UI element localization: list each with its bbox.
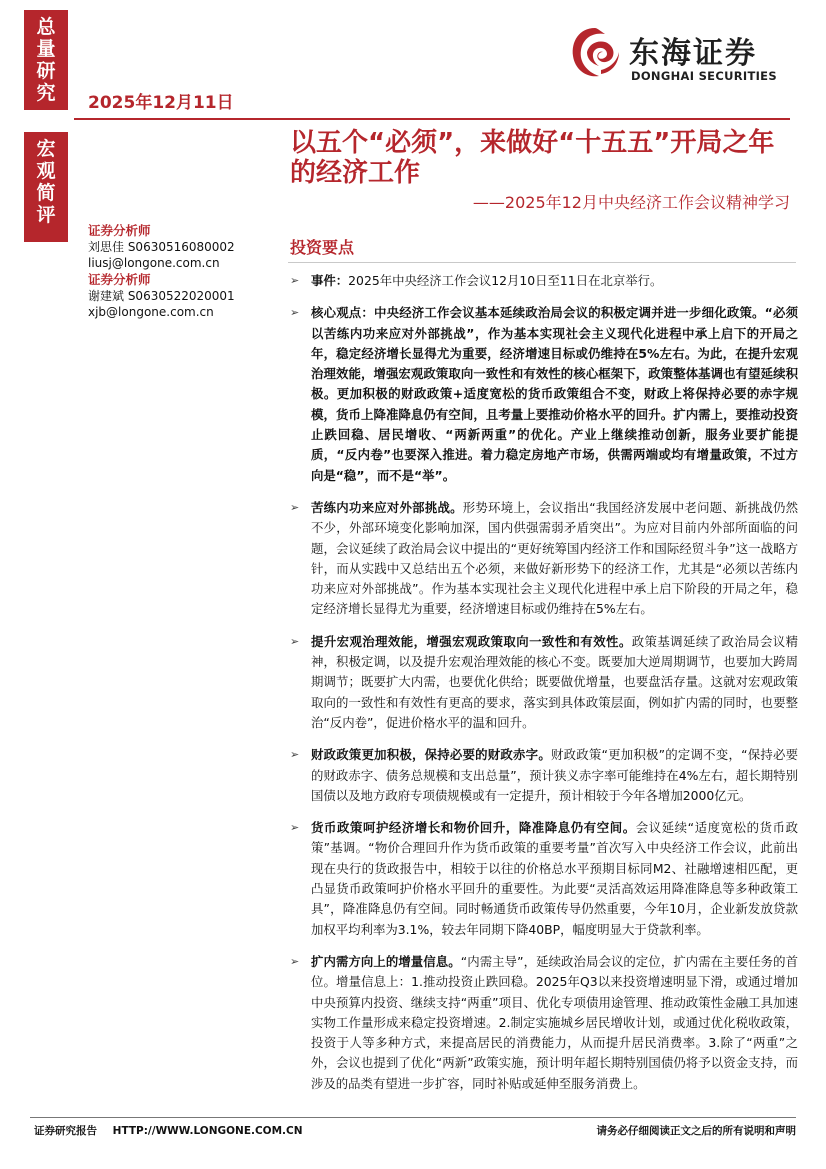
point-text: 2025年中央经济工作会议12月10日至11日在北京举行。 [348,273,663,288]
point-lead: 事件： [311,273,349,288]
arrow-bullet-icon: ➢ [290,306,300,320]
point-lead: 货币政策呵护经济增长和物价回升，降准降息仍有空间。 [311,820,636,836]
category-char: 究 [36,82,56,104]
arrow-bullet-icon: ➢ [290,500,300,514]
key-point [290,498,798,620]
arrow-bullet-icon: ➢ [290,634,300,648]
footer-url-link[interactable]: HTTP://WWW.LONGONE.COM.CN [112,1125,303,1137]
category-char: 研 [36,60,56,82]
arrow-bullet-icon: ➢ [290,954,300,968]
point-text: 政策基调延续了政治局会议精神，积极定调，以及提升宏观治理效能的核心不变。既要加大逆周期调节，也要加大跨周期调节；既要扩大内需，也要优化供给；既要做优增量，也要盘活存量。这就对宏观政策取向的一致性和有效性有更高的要求，落实到具体政策层面，例如扩内需的同时，也要整治“反内卷”，促进价格水平的温和回升。 [311,633,799,730]
key-point [290,818,798,940]
analyst-email[interactable]: liusj@longone.com.cn [88,256,220,270]
analyst-entry [88,271,268,320]
brand-name-en: DONGHAI SECURITIES [631,69,777,83]
report-title: 以五个“必须”，来做好“十五五”开局之年的经济工作 [290,128,775,188]
key-point [290,271,798,291]
section-divider [288,262,796,263]
key-point [290,952,798,1094]
arrow-bullet-icon: ➢ [290,274,300,287]
point-text: 会议延续“适度宽松的货币政策”基调。“物价合理回升作为货币政策的重要考量”首次写入中央经济工作会议，此前出现在央行的货政报告中，相较于以往的价格总水平预期目标同M2、社融增速相匹配，更凸显货币政策呵护价格水平回升的重要性。为此要“灵活高效运用降准降息等多种政策工具”，降准降息仍有空间。同时畅通货币政策传导仍然重要，今年10月，企业新发放贷款加权平均利率为3.1%，较去年同期下降40BP，幅度明显大于贷款利率。 [311,820,799,937]
point-text: 财政政策“更加积极”的定调不变，“保持必要的财政赤字、债务总规模和支出总量”，预计狭义赤字率可能维持在4%左右，超长期特别国债以及地方政府专项债规模或有一定提升，预计相较于今年各增加2000亿元。 [311,747,799,803]
point-lead: 财政政策更加积极，保持必要的财政赤字。 [311,747,551,763]
analyst-email[interactable]: xjb@longone.com.cn [88,305,214,319]
key-points [290,271,798,1106]
analyst-panel [88,222,268,320]
report-type-char: 观 [36,160,56,182]
dragon-logo-icon [565,22,625,84]
analyst-role: 证券分析师 [88,223,151,238]
section-title: 投资要点 [290,238,355,257]
category-tag [24,10,68,110]
point-lead: 核心观点：中央经济工作会议基本延续政治局会议的积极定调并进一步细化政策。“必须以苦练内功来应对外部挑战”，作为基本实现社会主义现代化进程中承上启下的开局之年，稳定经济增长显得尤为重要，经济增速目标或仍维持在5%左右。为此，在提升宏观治理效能，增强宏观政策取向一致性和有效性的核心框架下，政策整体基调也有望延续积极。更加积极的财政政策+适度宽松的货币政策组合不变，财政上将保持必要的赤字规模，货币上降准降息仍有空间，且考量上要推动价格水平的回升。扩内需上，要推动投资止跌回稳、居民增收、“两新两重”的优化。产业上继续推动创新，服务业要扩能提质，“反内卷”也要深入推进。着力稳定房地产市场，供需两端或均有增量政策，不过方向是“稳”，而不是“举”。 [311,305,798,483]
point-text: 形势环境上，会议指出“我国经济发展中老问题、新挑战仍然不少，外部环境变化影响加深，国内供强需弱矛盾突出”。为应对目前内外部所面临的问题，会议延续了政治局会议中提出的“更好统筹国内经济工作和国际经贸斗争”这一战略方针，而从实践中又总结出五个必须，来做好新形势下的经济工作，尤其是“必须以苦练内功来应对外部挑战”。作为基本实现社会主义现代化进程中承上启下阶段的开局之年，稳定经济增长显得尤为重要，经济增速目标或仍维持在5%左右。 [311,499,799,617]
report-subtitle: ——2025年12月中央经济工作会议精神学习 [472,193,790,212]
category-char: 总 [36,16,56,38]
footer-report-type: 证券研究报告 [34,1125,97,1137]
arrow-bullet-icon: ➢ [290,748,300,762]
analyst-entry [88,222,268,271]
report-type-char: 宏 [36,138,56,160]
report-type-tag [24,132,68,242]
key-point [290,303,798,486]
category-char: 量 [36,38,56,60]
point-lead: 扩内需方向上的增量信息。 [311,953,461,969]
point-lead: 苦练内功来应对外部挑战。 [311,499,463,515]
analyst-name-id: 刘思佳 S0630516080002 [88,240,235,254]
arrow-bullet-icon: ➢ [290,821,300,835]
footer-disclaimer: 请务必仔细阅读正文之后的所有说明和声明 [596,1125,796,1137]
report-type-char: 评 [36,204,56,226]
key-point [290,745,798,806]
analyst-role: 证券分析师 [88,272,151,287]
key-point [290,632,798,733]
analyst-name-id: 谢建斌 S0630522020001 [88,289,235,303]
brand-name-cn: 东海证券 [629,36,757,71]
report-type-char: 简 [36,182,56,204]
footer-left [34,1123,315,1138]
point-lead: 提升宏观治理效能，增强宏观政策取向一致性和有效性。 [311,633,632,649]
footer-divider [30,1117,796,1118]
brand-logo [565,22,795,92]
header-divider [74,118,790,120]
report-date: 2025年12月11日 [88,93,234,113]
point-text: “内需主导”，延续政治局会议的定位，扩内需在主要任务的首位。增量信息上：1.推动投资止跌回稳。2025年Q3以来投资增速明显下滑，或通过增加中央预算内投资、继续支持“两重”项目、优化专项债用途管理、推动政策性金融工具加速实物工作量形成来稳定投资增速。2.制定实施城乡居民增收计划，或通过优化税收政策，投资于人等多种方式，来提高居民的消费能力，从而提升居民消费率。3.除了“两重”之外，会议也提到了优化“两新”政策实施，预计明年超长期特别国债仍将予以资金支持，而涉及的品类有望进一步扩容，同时补贴或延伸至服务消费上。 [311,953,799,1091]
